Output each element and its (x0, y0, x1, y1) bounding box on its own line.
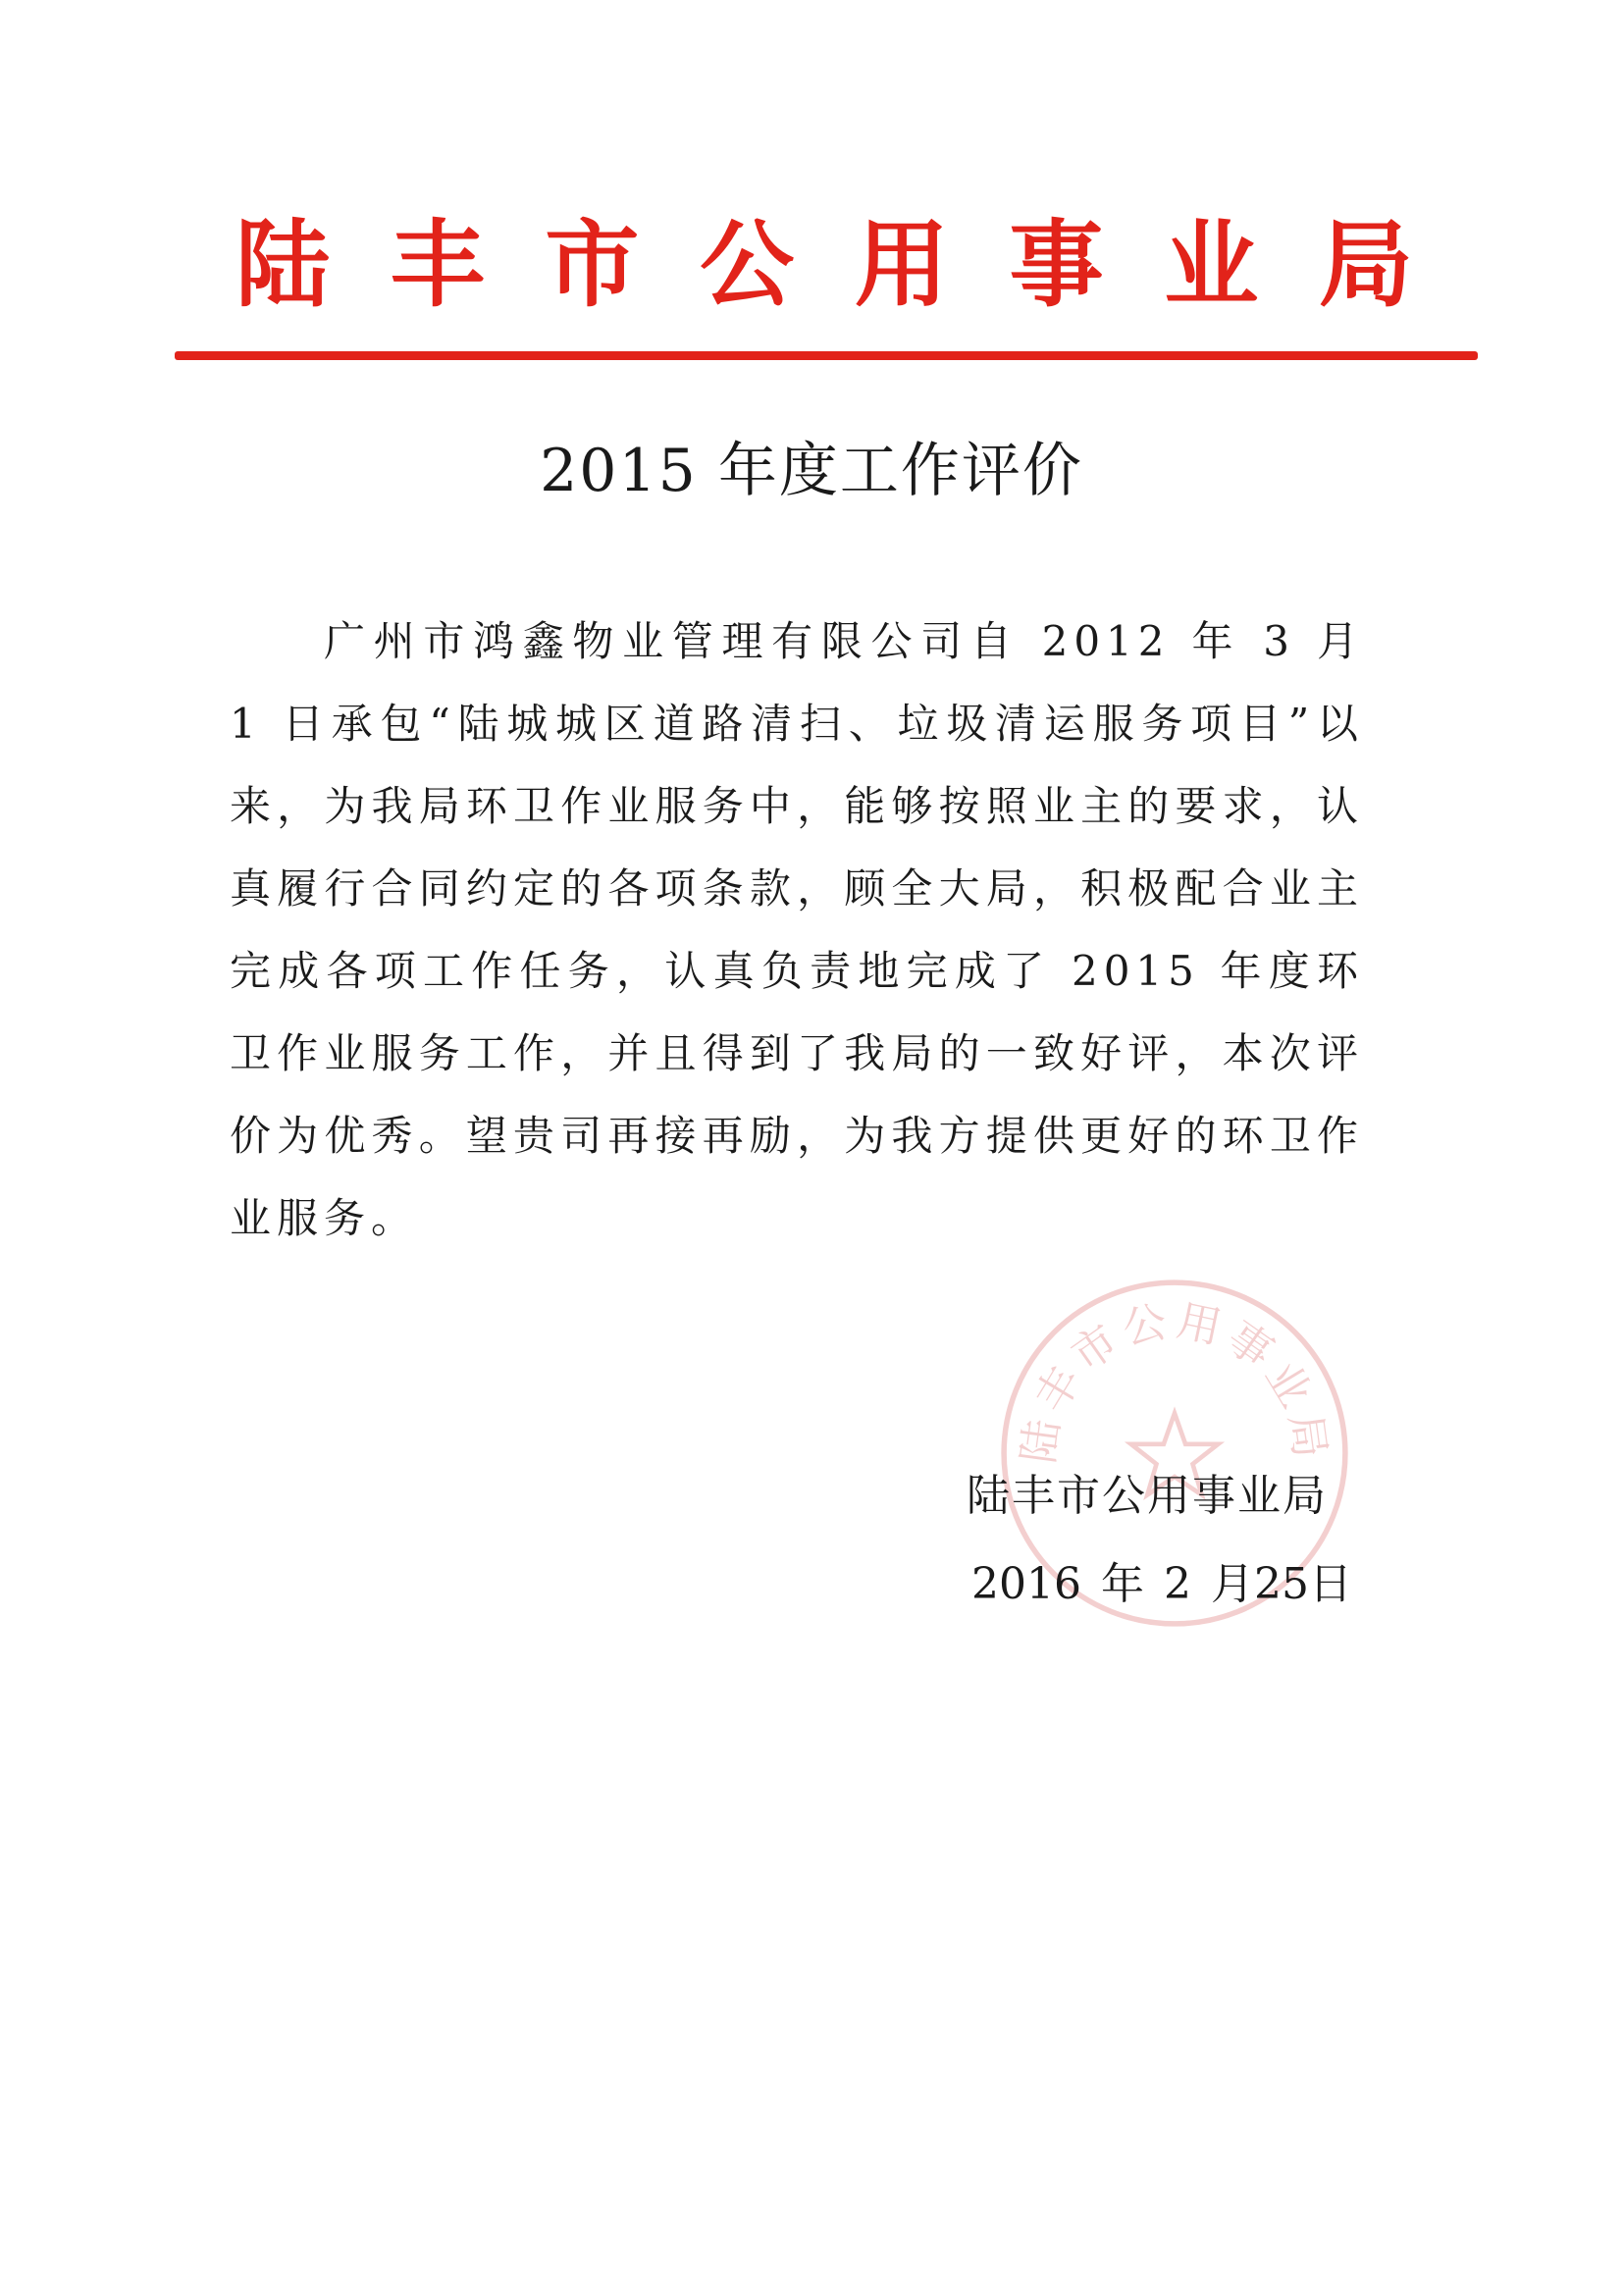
letterhead-char: 事 (1009, 210, 1104, 320)
letterhead-char: 用 (854, 210, 949, 320)
seal-text: 陆丰市公用事业局 (1014, 1295, 1335, 1467)
letterhead-char: 业 (1164, 210, 1259, 320)
letterhead (236, 206, 1413, 324)
signature-organization: 陆丰市公用事业局 (967, 1471, 1328, 1521)
body-paragraph: 广州市鸿鑫物业管理有限公司自 2012 年 3 月 1 日承包“陆城城区道路清扫、垃圾清运服务项目”以来，为我局环卫作业服务中，能够按照业主的要求，认真履行合同约定的各项条款，顾全大局，积极配合业主完成各项工作任务，认真负责地完成了 2015 年度环卫作业服务工作，并且得到了我局的一致好评，本次评价为优秀。望贵司再接再励，为我方提供更好的环卫作业服务。 (230, 617, 1364, 1242)
letterhead-char: 市 (545, 210, 640, 320)
letterhead-divider (175, 351, 1478, 360)
letterhead-char: 局 (1318, 210, 1413, 320)
letterhead-char: 陆 (236, 210, 330, 320)
signature-date (971, 1555, 1384, 1614)
date-month: 2 (1163, 1559, 1191, 1609)
date-day: 25 (1253, 1559, 1309, 1609)
date-day-unit: 日 (1308, 1559, 1352, 1609)
date-year: 2016 (971, 1559, 1081, 1609)
letterhead-char: 丰 (390, 210, 485, 320)
document-title: 2015 年度工作评价 (540, 437, 1083, 505)
date-month-unit: 月 (1210, 1559, 1254, 1609)
letterhead-char: 公 (700, 210, 795, 320)
date-year-unit: 年 (1100, 1559, 1144, 1609)
